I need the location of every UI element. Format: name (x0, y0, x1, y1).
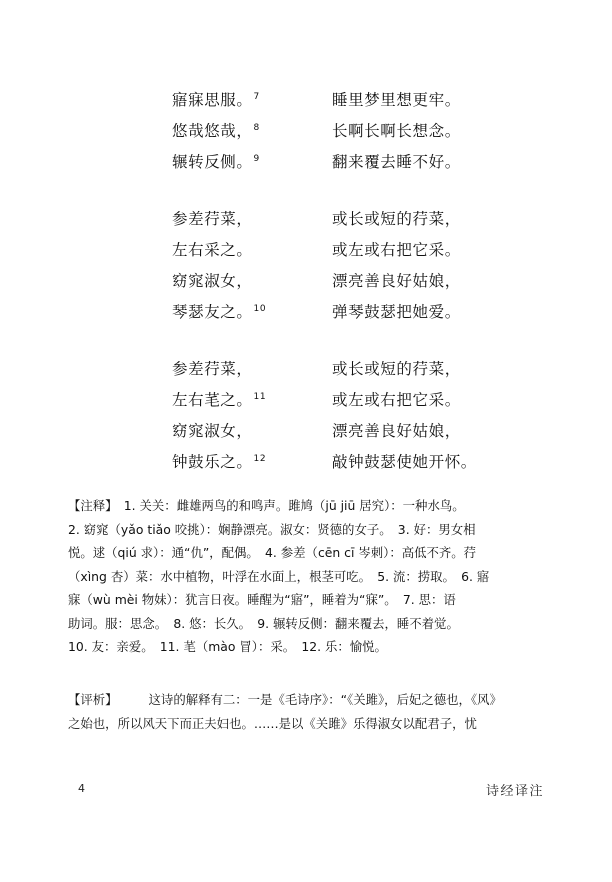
notes-line: 寐（wù mèi 物妹）：犹言日夜。睡醒为“寤”，睡着为“寐”。 7. 思：语 (68, 592, 456, 607)
notes-label: 【注释】 (68, 498, 112, 513)
verse-translation: 翻来覆去睡不好。 (332, 153, 461, 171)
verse-translation: 弹琴鼓瑟把她爱。 (332, 303, 461, 321)
notes-section (68, 494, 546, 659)
verse-original: 钟鼓乐之。$^{12}$ (172, 453, 267, 471)
commentary-line: 之始也，所以风天下而正夫妇也。……是以《关雎》乐得淑女以配君子，忧 (68, 715, 477, 731)
poem-stanza (0, 207, 612, 331)
verse-row (0, 300, 612, 331)
verse-original: 悠哉悠哉，$^8$ (172, 122, 260, 140)
verse-original: 参差荇菜， (172, 360, 253, 378)
book-title: 诗经译注 (485, 784, 544, 799)
verse-original: 参差荇菜， (172, 210, 253, 228)
verse-translation: 漂亮善良好姑娘， (332, 422, 461, 440)
verse-translation: 或左或右把它采。 (332, 241, 461, 259)
verse-row (0, 269, 612, 300)
verse-row (0, 119, 612, 150)
verse-original: 窈窕淑女， (172, 272, 253, 290)
verse-row (0, 88, 612, 119)
notes-text: 1. 关关：雌雄两鸟的和鸣声。雎鸠（jū jiū 居究）：一种水鸟。 (123, 498, 465, 513)
verse-row (0, 207, 612, 238)
page-footer (0, 782, 612, 802)
verse-original: 左右采之。 (172, 241, 253, 259)
verse-original: 琴瑟友之。$^{10}$ (172, 303, 267, 321)
verse-original: 寤寐思服。$^7$ (172, 91, 260, 109)
verse-row (0, 419, 612, 450)
verse-translation: 或左或右把它采。 (332, 391, 461, 409)
footnote-marker: 9 (253, 153, 260, 164)
poem-stanza (0, 357, 612, 481)
commentary-section (68, 688, 546, 735)
notes-line: 悦。逑（qiú 求）：通“仇”，配偶。 4. 参差（cēn cī 岑刺）：高低不齐。荇 (68, 545, 477, 560)
verse-translation: 漂亮善良好姑娘， (332, 272, 461, 290)
verse-translation: 或长或短的荇菜， (332, 210, 461, 228)
notes-line (68, 494, 546, 518)
poem-body (0, 88, 612, 507)
verse-row (0, 450, 612, 481)
verse-translation: 敲钟鼓瑟使她开怀。 (332, 453, 477, 471)
verse-translation: 长啊长啊长想念。 (332, 122, 461, 140)
footnote-marker: 8 (253, 122, 260, 133)
verse-row (0, 238, 612, 269)
notes-line: 助词。服：思念。 8. 悠：长久。 9. 辗转反侧：翻来覆去，睡不着觉。 (68, 615, 459, 631)
verse-original: 左右芼之。$^{11}$ (172, 391, 267, 409)
footnote-marker: 7 (253, 91, 260, 102)
verse-row (0, 357, 612, 388)
verse-row (0, 150, 612, 181)
notes-line: （xìng 杏）菜：水中植物，叶浮在水面上，根茎可吃。 5. 流：捞取。 6. 寤 (68, 568, 490, 584)
verse-original: 窈窕淑女， (172, 422, 253, 440)
verse-translation: 或长或短的荇菜， (332, 360, 461, 378)
footnote-marker: 12 (253, 453, 267, 464)
commentary-label: 【评析】 (68, 692, 112, 707)
commentary-text: 这诗的解释有二：一是《毛诗序》：“《关雎》，后妃之德也，《风》 (148, 692, 502, 707)
page-number: 4 (78, 782, 85, 795)
commentary-line (68, 688, 546, 712)
verse-translation: 睡里梦里想更牢。 (332, 91, 461, 109)
notes-line: 2. 窈窕（yǎo tiǎo 咬挑）：娴静漂亮。淑女：贤德的女子。 3. 好：男女相 (68, 521, 476, 537)
footnote-marker: 10 (253, 303, 267, 314)
poem-stanza (0, 88, 612, 181)
footnote-marker: 11 (253, 391, 267, 402)
verse-row (0, 388, 612, 419)
notes-line: 10. 友：亲爱。 11. 芼（mào 冒）：采。 12. 乐：愉悦。 (68, 639, 387, 654)
verse-original: 辗转反侧。$^9$ (172, 153, 260, 171)
